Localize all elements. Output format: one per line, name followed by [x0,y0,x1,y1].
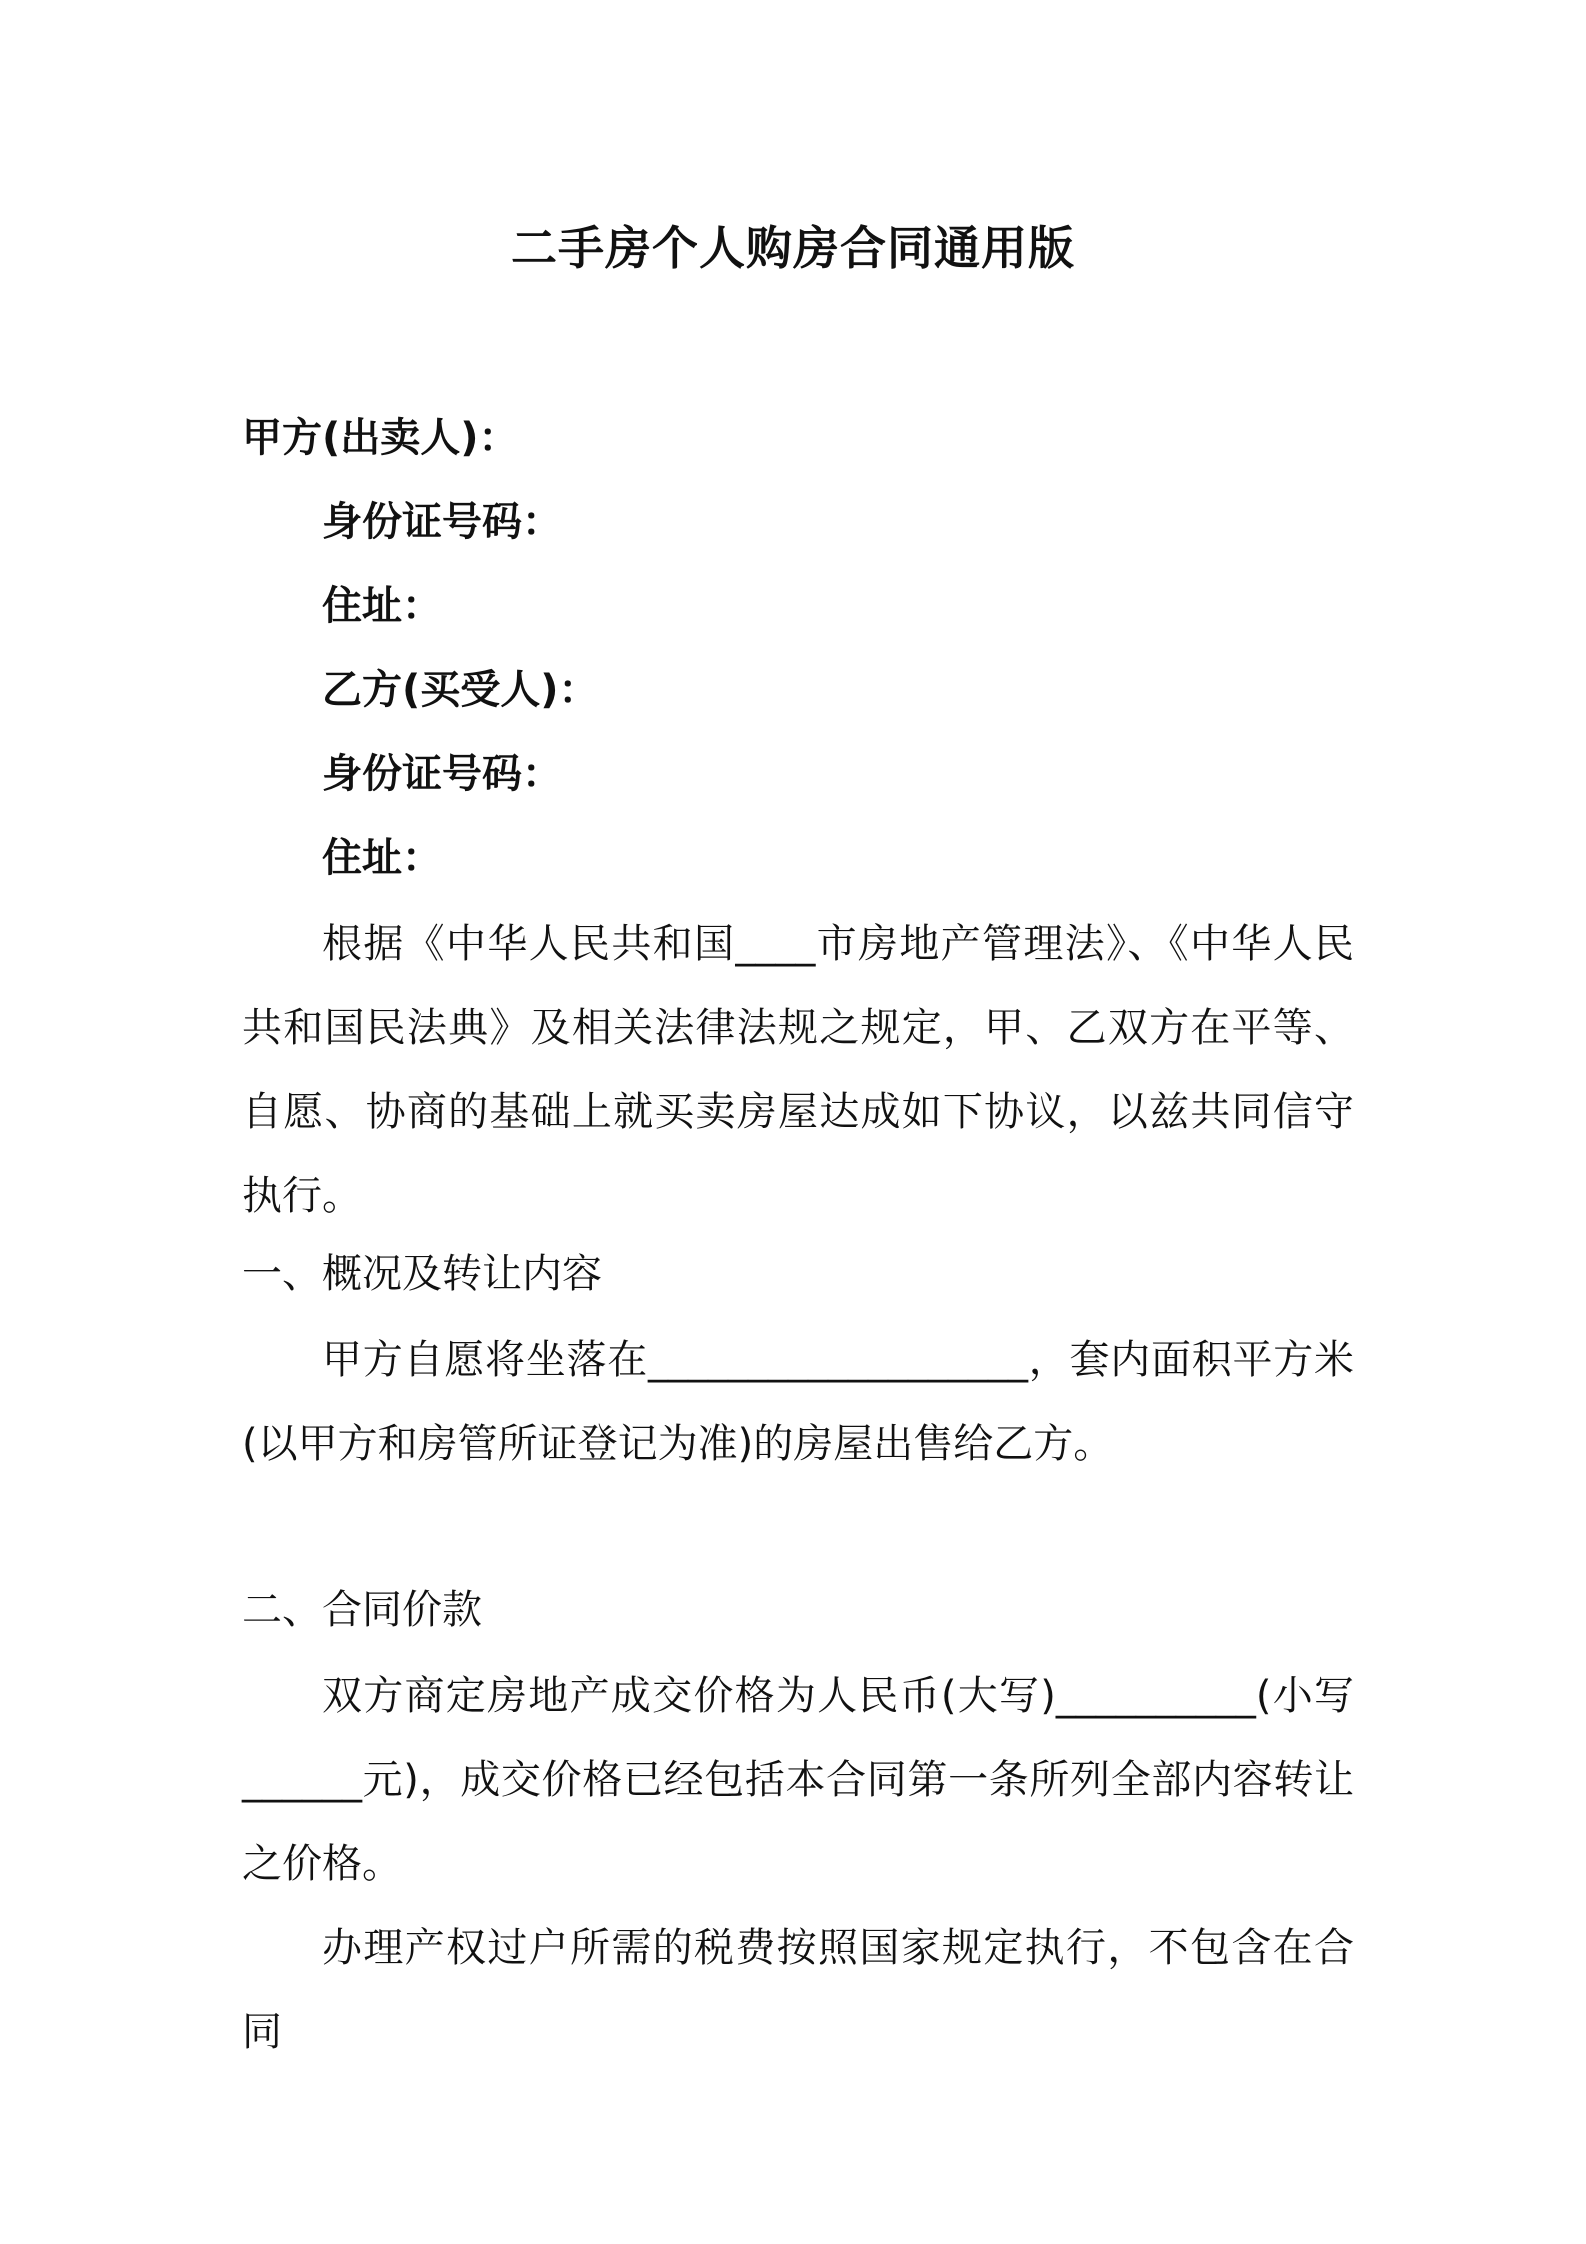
party-b-heading: 乙方(买受人)： [322,667,599,713]
section-2-paragraph-1: 双方商定房地产成交价格为人民币(大写)__________(小写______元)，成交价格已经包括本合同第一条所列全部内容转让之价格。 [242,1673,1354,1887]
party-a-heading: 甲方(出卖人)： [242,415,519,461]
party-b-address-label: 住址： [322,835,442,881]
section-2-paragraph-2: 办理产权过户所需的税费按照国家规定执行，不包含在合同 [242,1925,1354,2055]
section-2-heading: 二、合同价款 [242,1587,482,1633]
party-b-id-label: 身份证号码： [322,751,562,797]
party-a-address-label: 住址： [322,583,442,629]
party-a-id-label: 身份证号码： [322,499,562,545]
section-1-paragraph: 甲方自愿将坐落在___________________，套内面积平方米(以甲方和房管所证登记为准)的房屋出售给乙方。 [242,1337,1354,1467]
section-1-heading: 一、概况及转让内容 [242,1251,602,1297]
document-title: 二手房个人购房合同通用版 [511,221,1075,275]
intro-paragraph: 根据《中华人民共和国____市房地产管理法》、《中华人民共和国民法典》及相关法律法规之规定，甲、乙双方在平等、自愿、协商的基础上就买卖房屋达成如下协议，以兹共同信守执行。 [242,921,1354,1219]
